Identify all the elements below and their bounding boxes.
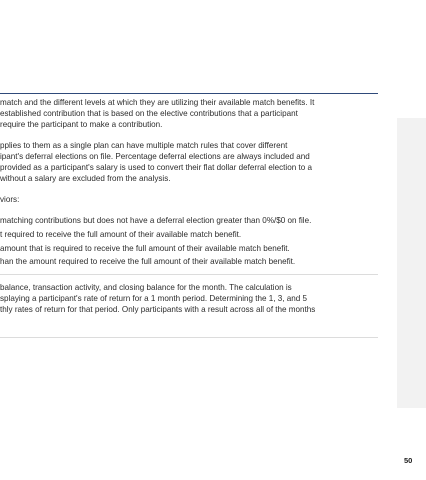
behavior-item: matching contributions but does not have a deferral election greater than 0%/$0 on file. <box>0 216 312 225</box>
text-line: established contribution that is based on the elective contributions that a participant <box>0 109 298 118</box>
side-panel <box>397 118 426 408</box>
text-line: require the participant to make a contribution. <box>0 120 163 129</box>
text-line: without a salary are excluded from the analysis. <box>0 174 171 183</box>
row-divider <box>0 337 378 338</box>
text-line: ipant's deferral elections on file. Percentage deferral elections are always included and <box>0 152 310 161</box>
text-line: thly rates of return for that period. Only participants with a result across all of the months <box>0 305 316 314</box>
text-line: pplies to them as a single plan can have multiple match rules that cover different <box>0 141 288 150</box>
text-line: splaying a participant's rate of return for a 1 month period. Determining the 1, 3, and 5 <box>0 294 308 303</box>
behavior-item: t required to receive the full amount of their available match benefit. <box>0 230 242 239</box>
page-number: 50 <box>404 456 413 465</box>
text-line: balance, transaction activity, and closing balance for the month. The calculation is <box>0 283 292 292</box>
text-line: provided as a participant's salary is used to convert their flat dollar deferral election to a <box>0 163 312 172</box>
behavior-item: amount that is required to receive the full amount of their available match benefit. <box>0 244 290 253</box>
behavior-item: han the amount required to receive the full amount of their available match benefit. <box>0 257 296 266</box>
row-divider <box>0 274 378 275</box>
text-line: match and the different levels at which they are utilizing their available match benefits. It <box>0 98 315 107</box>
top-rule <box>0 93 378 94</box>
behaviors-heading: viors: <box>0 195 20 204</box>
